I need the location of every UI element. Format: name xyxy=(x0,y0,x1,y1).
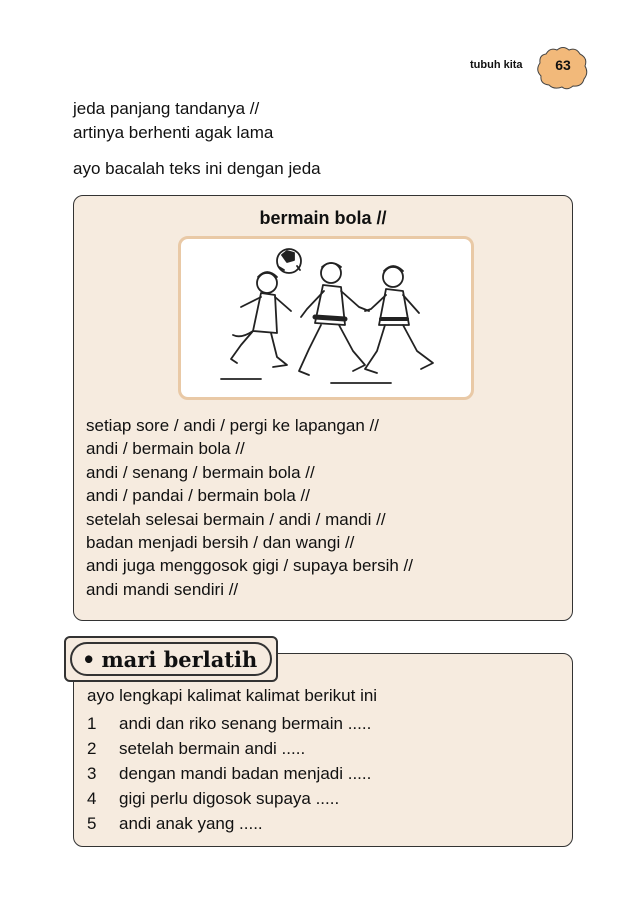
item-number: 5 xyxy=(87,814,97,833)
item-text: dengan mandi badan menjadi ..... xyxy=(119,764,372,783)
children-playing-football-image xyxy=(181,239,471,397)
item-text: setelah bermain andi ..... xyxy=(119,739,306,758)
page-number: 63 xyxy=(555,57,571,73)
exercise-item xyxy=(87,764,371,784)
story-line: andi / pandai / bermain bola // xyxy=(86,486,310,506)
football-illustration xyxy=(178,236,474,400)
exercise-item xyxy=(87,739,305,759)
story-line: badan menjadi bersih / dan wangi // xyxy=(86,533,355,553)
exercise-item xyxy=(87,789,339,809)
item-number: 1 xyxy=(87,714,97,733)
page-number-badge xyxy=(536,46,590,90)
story-line: andi / senang / bermain bola // xyxy=(86,462,315,482)
story-line: setiap sore / andi / pergi ke lapangan // xyxy=(86,416,379,435)
exercise-heading xyxy=(70,642,272,676)
item-number: 2 xyxy=(87,739,97,758)
item-text: gigi perlu digosok supaya ..... xyxy=(119,789,340,808)
exercise-item xyxy=(87,714,371,734)
story-line: andi mandi sendiri // xyxy=(86,579,239,599)
item-number: 3 xyxy=(87,764,97,783)
bullet-icon: • xyxy=(82,647,96,672)
intro-line-2: artinya berhenti agak lama xyxy=(73,123,274,142)
intro-line-1: jeda panjang tandanya // xyxy=(73,99,260,118)
story-text xyxy=(86,414,413,601)
exercise-item xyxy=(87,814,263,834)
exercise-heading-text: mari berlatih xyxy=(101,647,258,672)
exercise-heading-tab xyxy=(64,636,278,682)
story-box xyxy=(73,195,573,621)
intro-line-3: ayo bacalah teks ini dengan jeda xyxy=(73,159,321,178)
item-text: andi anak yang ..... xyxy=(119,814,263,833)
exercise-box xyxy=(73,653,573,847)
exercise-instruction: ayo lengkapi kalimat kalimat berikut ini xyxy=(87,686,378,705)
story-title: bermain bola // xyxy=(259,208,387,228)
story-line: andi / bermain bola // xyxy=(86,439,245,459)
item-text: andi dan riko senang bermain ..... xyxy=(119,714,372,733)
story-line: andi juga menggosok gigi / supaya bersih // xyxy=(86,556,413,576)
story-line: setelah selesai bermain / andi / mandi // xyxy=(86,509,386,529)
item-number: 4 xyxy=(87,789,97,808)
section-label: tubuh kita xyxy=(470,59,523,71)
